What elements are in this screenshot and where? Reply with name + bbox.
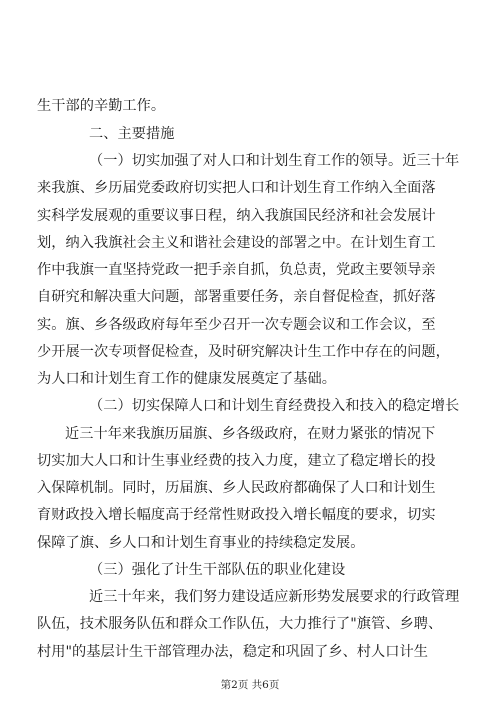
text-line-1: 生干部的辛勤工作。	[37, 98, 166, 114]
text-line-17: 保障了旗、乡人口和计划生育事业的持续稳定发展。	[37, 535, 365, 551]
text-line-7: 作中我旗一直坚持党政一把手亲自抓，负总责，党政主要领导亲	[37, 262, 436, 278]
text-line-8: 自研究和解决重大问题，部署重要任务，亲自督促检查，抓好落	[37, 289, 436, 305]
text-line-16: 育财政投入增长幅度高于经常性财政投入增长幅度的要求，切实	[37, 507, 436, 523]
text-line-4: 来我旗、乡历届党委政府切实把人口和计划生育工作纳入全面落	[37, 180, 436, 196]
text-line-21: 村用"的基层计生干部管理办法，稳定和巩固了乡、村人口计生	[37, 644, 428, 660]
text-line-3: （一）切实加强了对人口和计划生育工作的领导。近三十年	[89, 153, 460, 169]
page-footer: 第2页 共6页	[220, 679, 280, 691]
subsection-heading-2: （二）切实保障人口和计划生育经费投入和技入的稳定增长	[89, 398, 460, 414]
section-heading-main-measures: 二、主要措施	[89, 126, 175, 142]
text-line-20: 队伍，技术服务队伍和群众工作队伍，大力推行了"旗管、乡聘、	[37, 616, 443, 632]
subsection-heading-3: （三）强化了计生干部队伍的职业化建设	[89, 562, 346, 578]
text-line-15: 入保障机制。同时，历届旗、乡人民政府都确保了人口和计划生	[37, 480, 436, 496]
text-line-10: 少开展一次专项督促检查，及时研究解决计生工作中存在的问题，	[37, 344, 450, 360]
text-line-19: 近三十年来，我们努力建设适应新形势发展要求的行政管理	[89, 589, 460, 605]
text-line-5: 实科学发展观的重要议事日程，纳入我旗国民经济和社会发展计	[37, 208, 436, 224]
text-line-14: 切实加大人口和计生事业经费的技入力度，建立了稳定增长的投	[37, 453, 436, 469]
text-line-6: 划，纳入我旗社会主义和谐社会建设的部署之中。在计划生育工	[37, 235, 436, 251]
text-line-13: 近三十年来我旗历届旗、乡各级政府，在财力紧张的情况下	[65, 426, 436, 442]
text-line-9: 实。旗、乡各级政府每年至少召开一次专题会议和工作会议，至	[37, 317, 436, 333]
text-line-11: 为人口和计划生育工作的健康发展奠定了基础。	[37, 371, 336, 387]
